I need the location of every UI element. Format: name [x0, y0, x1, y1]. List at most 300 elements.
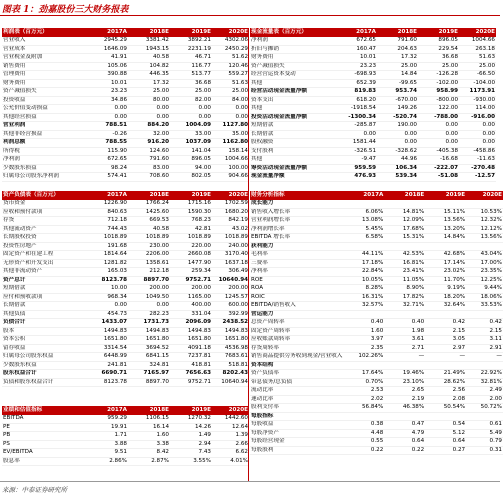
row-value: 25.00	[459, 62, 496, 71]
table-row	[2, 105, 249, 114]
row-value: 3170.40	[212, 251, 249, 260]
table-row	[2, 457, 249, 466]
row-value: 791.60	[377, 37, 418, 45]
row-value: 17.00%	[466, 259, 503, 268]
row-value: 3694.52	[128, 344, 170, 353]
row-value: 14.84	[377, 71, 418, 80]
table-header-row	[2, 406, 249, 415]
row-label: 管理费用	[2, 71, 86, 80]
table-row	[250, 156, 496, 165]
row-value: 14.26	[170, 423, 212, 432]
table-row	[2, 449, 249, 458]
row-value	[466, 310, 503, 319]
row-value: 0.00	[418, 122, 459, 131]
row-value: 1731.73	[128, 319, 170, 328]
row-value: 0.42	[466, 319, 503, 328]
row-value: 0.31	[466, 446, 503, 455]
row-value: 50.72%	[466, 404, 503, 413]
row-value: 2.56	[425, 387, 466, 396]
row-label: 其他非流动资产	[2, 268, 86, 277]
year-header: 2020E	[212, 406, 249, 415]
row-value: 1.60	[128, 432, 170, 441]
row-value: 0.64	[384, 438, 425, 447]
row-label: 其他	[250, 105, 336, 114]
row-value: 42.68%	[425, 251, 466, 260]
table-row	[2, 344, 249, 353]
row-label: 投资活动现金流量净额	[250, 113, 336, 122]
row-label: 货币资金	[2, 200, 86, 208]
row-value: 1270.32	[170, 415, 212, 423]
row-value: 3892.21	[170, 37, 212, 45]
row-value: 105.06	[86, 62, 128, 71]
row-value	[466, 242, 503, 251]
row-value: 2.86%	[86, 457, 128, 466]
row-value: 3.61	[384, 336, 425, 345]
row-value: 8.42	[128, 449, 170, 458]
row-value: 35.00	[212, 130, 249, 139]
row-value: 1651.80	[86, 336, 128, 345]
row-label: 净利率	[250, 268, 343, 277]
row-label: ROE	[250, 276, 343, 285]
row-label: 长期借款	[2, 302, 86, 311]
table-row	[250, 242, 503, 251]
row-label: 支付股利	[250, 147, 336, 156]
cashflow-grid	[250, 28, 496, 182]
row-value: 6.06%	[343, 208, 384, 217]
row-value: 8897.70	[128, 378, 170, 387]
row-label: 折旧与摊销	[250, 45, 336, 54]
row-value	[425, 361, 466, 370]
year-header: 2017A	[86, 406, 128, 415]
row-value	[343, 361, 384, 370]
row-label: 净利润	[2, 156, 86, 165]
row-value: -916.00	[459, 113, 496, 122]
row-value: 98.24	[86, 164, 128, 173]
row-value: 1715.16	[170, 200, 212, 208]
row-label: 销售收入增长率	[250, 208, 343, 217]
income-statement-table	[2, 28, 249, 182]
row-value: 0.00	[459, 130, 496, 139]
row-value: 1.71	[86, 432, 128, 441]
row-value: 13.20%	[425, 225, 466, 234]
financial-ratios-table	[250, 191, 503, 455]
row-value: 842.19	[212, 217, 249, 226]
row-value: 3.38	[128, 440, 170, 449]
row-value: 13.56%	[425, 217, 466, 226]
row-value: 51.63	[459, 54, 496, 63]
row-value: 2.87%	[128, 457, 170, 466]
table-row	[2, 225, 249, 234]
row-value: 2.08	[425, 395, 466, 404]
row-value: 23.35%	[466, 268, 503, 277]
year-header: 2017A	[86, 191, 128, 200]
row-value: 1477.90	[170, 259, 212, 268]
figure-title: 图表 1：劲嘉股份三大财务报表	[2, 5, 129, 15]
row-value: 1651.80	[170, 336, 212, 345]
row-value: 2.97	[425, 344, 466, 353]
row-value: 25.00	[170, 88, 212, 97]
row-value: 959.59	[336, 164, 377, 173]
row-value: 672.65	[336, 37, 377, 45]
row-value: 6.58%	[343, 234, 384, 243]
row-label: 经营活动现金流量净额	[250, 88, 336, 97]
row-value: 788.51	[86, 122, 128, 131]
row-value: 241.81	[86, 361, 128, 370]
row-label: 存货	[2, 217, 86, 226]
table-row	[2, 259, 249, 268]
row-label: EBITDA 增长率	[250, 234, 343, 243]
table-row	[250, 88, 496, 97]
row-value: 17.18%	[343, 259, 384, 268]
row-value: 40.58	[128, 225, 170, 234]
row-value: 32.57%	[343, 302, 384, 311]
year-header: 2018E	[128, 28, 170, 37]
row-value: 51.62	[212, 54, 249, 63]
row-value: 10.01	[86, 79, 128, 88]
row-value: 80.00	[128, 96, 170, 105]
row-label: PE	[2, 423, 86, 432]
row-value: 9.51	[86, 449, 128, 458]
row-label: 其他	[250, 79, 336, 88]
row-value	[343, 412, 384, 421]
row-value: 34.86	[86, 96, 128, 105]
row-value: 122.00	[418, 105, 459, 114]
row-value: 17.82%	[384, 293, 425, 302]
table-row	[2, 423, 249, 432]
row-value: 23.41%	[384, 268, 425, 277]
row-value: 16.81%	[384, 259, 425, 268]
row-value: 9752.71	[170, 378, 212, 387]
row-value: 0.47	[384, 421, 425, 430]
row-value: -51.08	[418, 173, 459, 182]
table-header-label: 利润表（百万元）	[2, 28, 86, 37]
balance-sheet-table	[2, 191, 249, 387]
row-label: 投资收益	[2, 96, 86, 105]
row-label: 流动比率	[250, 387, 343, 396]
row-value	[384, 412, 425, 421]
row-value: 1442.60	[212, 415, 249, 423]
row-value: -698.93	[336, 71, 377, 80]
row-label: 股东权益合计	[2, 370, 86, 379]
row-value: 0.79	[466, 438, 503, 447]
row-value: -104.00	[459, 79, 496, 88]
row-value: 12.12%	[466, 225, 503, 234]
row-value: 19.46%	[384, 370, 425, 379]
row-value: -458.86	[459, 147, 496, 156]
row-value: 1814.64	[86, 251, 128, 260]
row-value: 2945.29	[86, 37, 128, 45]
table-row	[2, 217, 249, 226]
table-row	[250, 37, 496, 45]
row-value	[343, 242, 384, 251]
table-row	[250, 404, 503, 413]
row-label: 固定资产和在建工程	[2, 251, 86, 260]
row-value: 1581.44	[336, 139, 377, 148]
row-value: 41.91	[86, 54, 128, 63]
table-row	[250, 370, 503, 379]
row-label: 其他非经营损益	[2, 130, 86, 139]
row-value: -12.57	[459, 173, 496, 182]
row-value: 454.73	[86, 310, 128, 319]
row-value	[384, 361, 425, 370]
table-row	[2, 234, 249, 243]
table-row	[2, 96, 249, 105]
row-value: 0.38	[343, 421, 384, 430]
row-label: 营业利润增长率	[250, 217, 343, 226]
row-value: 4536.98	[212, 344, 249, 353]
row-value: 17.64%	[343, 370, 384, 379]
row-value: 7237.81	[170, 353, 212, 362]
row-value: 240.00	[212, 242, 249, 251]
row-value: 708.60	[128, 173, 170, 182]
row-value: 2.15	[466, 327, 503, 336]
row-value: 392.99	[212, 310, 249, 319]
row-value: 5.12	[425, 429, 466, 438]
row-value: 56.84%	[343, 404, 384, 413]
row-value: 10640.94	[212, 378, 249, 387]
table-row	[250, 361, 503, 370]
row-value: 165.03	[86, 268, 128, 277]
row-value: 32.64%	[425, 302, 466, 311]
row-value: 17.32	[128, 79, 170, 88]
row-value: 25.00	[418, 62, 459, 71]
row-label: 负债和股东权益合计	[2, 378, 86, 387]
row-value: 1226.90	[86, 200, 128, 208]
row-label: 销售商品提供劳务收到现金/营业收入	[251, 353, 343, 359]
table-row	[250, 387, 503, 396]
row-value: -16.68	[418, 156, 459, 165]
year-header: 2019E	[170, 191, 212, 200]
row-value: 7165.97	[128, 370, 170, 379]
table-header-row	[2, 191, 249, 200]
table-row	[2, 251, 249, 260]
row-value: 904.66	[212, 173, 249, 182]
row-value: 3.05	[425, 336, 466, 345]
table-row	[2, 302, 249, 311]
row-value: 0.00	[86, 302, 128, 311]
row-value: 43.02	[212, 225, 249, 234]
row-value: 36.68	[170, 79, 212, 88]
row-value: 0.00	[336, 130, 377, 139]
cashflow-statement-table	[250, 28, 496, 182]
row-label: ROIC	[250, 293, 343, 302]
row-value: 120.46	[212, 62, 249, 71]
ratios-grid	[250, 191, 503, 455]
table-row	[2, 79, 249, 88]
table-row	[250, 336, 503, 345]
row-value: 0.00	[377, 139, 418, 148]
row-value: 513.77	[170, 71, 212, 80]
row-value: 1018.89	[86, 234, 128, 243]
row-value: 15.11%	[425, 208, 466, 217]
row-value: 6690.71	[86, 370, 128, 379]
row-value: 0.40	[343, 319, 384, 328]
row-value: 115.90	[86, 147, 128, 156]
row-label: 营业利润	[2, 122, 86, 131]
row-value: 788.55	[86, 139, 128, 148]
row-value: 33.00	[170, 130, 212, 139]
table-row	[2, 88, 249, 97]
row-value: 10.01	[336, 54, 377, 63]
row-value: 10.05%	[343, 276, 384, 285]
row-value: 9752.71	[170, 276, 212, 285]
row-value: 23.10%	[384, 378, 425, 387]
row-value: -11.63	[459, 156, 496, 165]
row-value: 84.00	[212, 96, 249, 105]
row-value: 884.20	[128, 122, 170, 131]
row-value	[425, 412, 466, 421]
row-value: -405.38	[418, 147, 459, 156]
row-value: 0.00	[377, 130, 418, 139]
row-value: 100.00	[212, 164, 249, 173]
row-value: 2660.08	[170, 251, 212, 260]
row-value: 51.63	[212, 79, 249, 88]
row-value: 15.31%	[384, 234, 425, 243]
table-row	[2, 353, 249, 362]
row-value: 4302.06	[212, 37, 249, 45]
row-value: 36.68	[418, 54, 459, 63]
row-value: 11.05%	[384, 276, 425, 285]
row-label: 归属母公司股东净利润	[2, 173, 86, 182]
row-value	[384, 242, 425, 251]
row-label: 公允价值变动损益	[2, 105, 86, 114]
row-value: 259.34	[170, 268, 212, 277]
row-value: 791.60	[128, 156, 170, 165]
table-row	[250, 225, 503, 234]
row-value: 204.63	[377, 45, 418, 54]
row-value: -285.87	[336, 122, 377, 131]
year-header: 2017A	[343, 191, 384, 200]
row-value: 0.00	[212, 105, 249, 114]
row-value: 2.15	[425, 327, 466, 336]
row-value: 13.08%	[343, 217, 384, 226]
row-value: 3314.54	[86, 344, 128, 353]
table-row	[2, 276, 249, 285]
row-value: 1.49	[170, 432, 212, 441]
row-value: 0.00	[170, 105, 212, 114]
row-value: 2450.29	[212, 45, 249, 54]
row-label: 每股经营现金	[250, 438, 343, 447]
row-value: 1358.61	[128, 259, 170, 268]
row-value: 744.43	[86, 225, 128, 234]
row-value: 8202.43	[212, 370, 249, 379]
table-row	[2, 268, 249, 277]
row-value: -270.48	[459, 164, 496, 173]
row-value: 1425.60	[128, 208, 170, 217]
row-label: ROA	[250, 285, 343, 294]
row-label: 股本	[2, 327, 86, 336]
row-label: 营业成本	[2, 45, 86, 54]
table-row	[250, 122, 496, 131]
row-value: 1494.83	[128, 327, 170, 336]
row-value: -520.74	[377, 113, 418, 122]
table-row	[2, 156, 249, 165]
row-value	[425, 200, 466, 208]
row-value: 158.14	[212, 147, 249, 156]
table-header-row	[250, 28, 496, 37]
row-value: 0.40	[384, 319, 425, 328]
row-value: 200.00	[128, 285, 170, 294]
row-value: 6.62	[212, 449, 249, 458]
row-label: 速动比率	[250, 395, 343, 404]
row-value: 1702.59	[212, 200, 249, 208]
table-header-label: 现金流量表（百万元）	[250, 28, 336, 37]
table-row	[2, 432, 249, 441]
row-label: 总资产周转率	[250, 319, 343, 328]
row-value: 282.23	[128, 310, 170, 319]
table-row	[2, 415, 249, 423]
row-label: EBITDA/销售收入	[250, 302, 343, 311]
row-label: 销售费用	[2, 62, 86, 71]
row-value: 7.43	[170, 449, 212, 458]
row-value: 6448.99	[86, 353, 128, 362]
row-value: 4.48	[343, 429, 384, 438]
row-value: 32.71%	[384, 302, 425, 311]
row-value: 1165.00	[170, 293, 212, 302]
row-value: 14.81%	[384, 208, 425, 217]
valuation-grid	[2, 406, 249, 466]
year-header: 2018E	[128, 191, 170, 200]
row-value: 12.25%	[466, 276, 503, 285]
row-value: 104.82	[128, 62, 170, 71]
row-value: 0.00	[86, 105, 128, 114]
row-value: 1494.83	[212, 327, 249, 336]
table-row	[2, 285, 249, 294]
row-value: 12.09%	[384, 217, 425, 226]
row-value: 539.34	[377, 173, 418, 182]
row-value: 896.05	[170, 156, 212, 165]
valuation-metrics-table	[2, 406, 249, 466]
row-value: 10640.94	[212, 276, 249, 285]
row-label: 带息债务/总负债	[250, 378, 343, 387]
row-value: 1281.82	[86, 259, 128, 268]
row-value: 712.18	[86, 217, 128, 226]
row-value: 220.00	[170, 242, 212, 251]
row-value: 0.22	[384, 446, 425, 455]
table-row	[250, 200, 503, 208]
row-label: 筹资活动现金流量净额	[250, 164, 336, 173]
row-value: 1.60	[343, 327, 384, 336]
row-value: 446.35	[128, 71, 170, 80]
row-value: 0.00	[128, 105, 170, 114]
row-value: —	[384, 353, 425, 362]
row-value: 1004.66	[212, 156, 249, 165]
row-value: 0.64	[425, 438, 466, 447]
row-value: 124.60	[128, 147, 170, 156]
column-divider	[248, 28, 249, 482]
row-value: 1646.09	[86, 45, 128, 54]
row-value: 22.84%	[343, 268, 384, 277]
table-row	[2, 45, 249, 54]
row-value: 0.55	[343, 438, 384, 447]
row-value: 3381.42	[128, 37, 170, 45]
table-row	[250, 62, 496, 71]
row-label: 净利润	[250, 37, 336, 45]
table-row	[2, 54, 249, 63]
table-row	[250, 353, 503, 362]
table-row	[2, 242, 249, 251]
row-value: 2.00	[466, 395, 503, 404]
row-value: -222.07	[418, 164, 459, 173]
row-value: 7656.63	[170, 370, 212, 379]
row-value: 672.65	[86, 156, 128, 165]
row-label: 每股股利	[250, 446, 343, 455]
row-value: 17.14%	[425, 259, 466, 268]
row-value: 0.00	[418, 130, 459, 139]
row-label: 资本结构	[250, 361, 343, 370]
row-value: 1127.80	[212, 122, 249, 131]
row-value: -326.51	[336, 147, 377, 156]
